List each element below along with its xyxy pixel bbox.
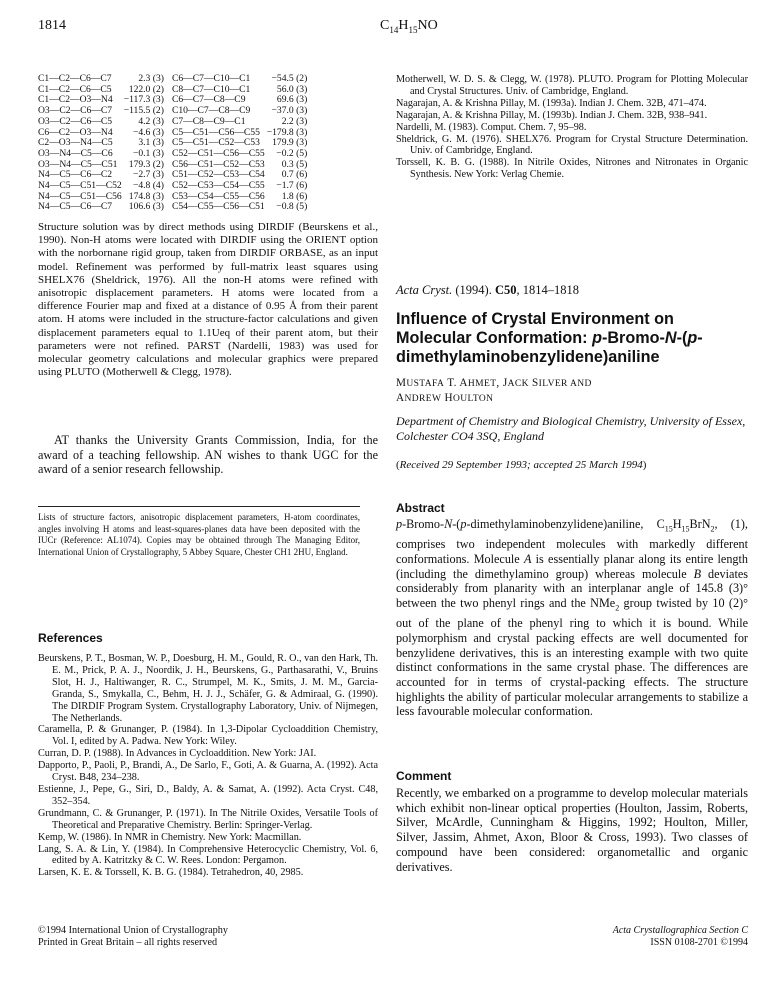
torsion-atoms: O3—N4—C5—C6	[38, 147, 113, 159]
torsion-value: 56.0 (3)	[276, 83, 308, 95]
printed-line: Printed in Great Britain – all rights reserved	[38, 937, 218, 948]
article-affiliation: Department of Chemistry and Biological Chemistry, University of Essex, Colchester CO4 3SQ, England	[396, 414, 746, 443]
torsion-atoms: N4—C5—C51—C52	[38, 180, 122, 192]
torsion-atoms: C54—C55—C56—C51	[171, 201, 265, 213]
reference-item: Nagarajan, A. & Krishna Pillay, M. (1993b). Indian J. Chem. 32B, 938–941.	[396, 109, 708, 121]
abstract-heading: Abstract	[396, 501, 445, 515]
torsion-value: 3.1 (3)	[138, 137, 164, 149]
torsion-atoms: O3—C2—C6—C5	[38, 115, 113, 127]
abstract-text: p-Bromo-N-(p-dimethylaminobenzylidene)aniline, $C_{15}H_{15}BrN_2$, (1), comprises two independent molecules with markedly different conformations. Molecule A is essentially planar along its entire length (including the dimethylamino group) whereas molecule B deviates considerably from planarity with an interplanar angle of 145.8 (3)° between the two phenyl rings and the NMe$_2$ group twisted by 10 (2)° out of the plane of the phenyl ring to which it is bound. While polymorphism and crystal packing effects are well documented for benzylidene derivatives, this is an interesting example with two quite distinct conformations in the same crystal phase. The differences are accounted for in terms of crystal-packing effects. The structure highlights the ability of particular molecular arrangements to stabilize a less favourable molecular conformation.	[396, 517, 748, 719]
torsion-atoms: C7—C8—C9—C1	[171, 115, 246, 127]
torsion-atoms: C6—C2—O3—N4	[38, 126, 113, 138]
reference-item: Dapporto, P., Paoli, P., Brandi, A., De Sarlo, F., Goti, A. & Guarna, A. (1992). Acta Cryst. B48, 234–238.	[38, 760, 378, 784]
reference-item: Sheldrick, G. M. (1976). SHELX76. Program for Crystal Structure Determination. Univ. of Cambridge, England.	[396, 133, 748, 157]
running-formula: $C_{14}H_{15}NO$	[380, 18, 438, 35]
torsion-value: 1.8 (6)	[281, 190, 308, 202]
article-authors: MUSTAFA T. AHMET, JACK SILVER AND ANDREW HOULTON	[396, 377, 592, 404]
torsion-angle-table	[38, 74, 378, 213]
references-heading: References	[38, 631, 103, 645]
torsion-value: −117.3 (3)	[123, 94, 164, 106]
reference-item: Kemp, W. (1986). In NMR in Chemistry. New York: Macmillan.	[38, 831, 302, 843]
torsion-value: 122.0 (2)	[128, 83, 164, 95]
reference-item: Grundmann, C. & Grunanger, P. (1971). In The Nitrile Oxides, Versatile Tools of Theoretical and Preparative Chemistry. Berlin: Springer-Verlag.	[38, 807, 378, 831]
torsion-value: 106.6 (3)	[128, 201, 164, 213]
torsion-value: −115.5 (2)	[123, 105, 164, 117]
torsion-value: −0.8 (5)	[276, 201, 308, 213]
torsion-value: 179.3 (2)	[128, 158, 164, 170]
acknowledgement: AT thanks the University Grants Commission, India, for the award of a teaching fellowship. AN wishes to thank UGC for the award of a senior research fellowship.	[38, 433, 378, 477]
journal-footer	[396, 925, 748, 949]
torsion-atoms: O3—N4—C5—C51	[38, 158, 118, 170]
journal-name: Acta Crystallographica Section C	[612, 925, 748, 936]
reference-item: Beurskens, P. T., Bosman, W. P., Doesburg, H. M., Gould, R. O., van den Hark, Th. E. M., Prick, P. A. J., Noordik, J. H., Beurskens, G., Parthasarathi, V., Bruins Slot, H. J., Haltiwanger, R. C., Strumpel, M. K., Smits, J. M. M., Garcia-Granda, S., Smykalla, C., Behm, H. J. J., Schäfer, G. & Admiraal, G. (1990). The DIRDIF Program System. Crystallography Laboratory, Univ. of Nijmegen, The Netherlands.	[38, 653, 378, 724]
torsion-value: −54.5 (2)	[271, 73, 308, 84]
torsion-atoms: N4—C5—C6—C7	[38, 201, 113, 213]
torsion-atoms: C6—C7—C10—C1	[171, 73, 251, 84]
copyright-block	[38, 925, 378, 949]
torsion-value: 4.2 (3)	[138, 115, 164, 127]
reference-list	[38, 653, 378, 879]
torsion-atoms: N4—C5—C51—C56	[38, 190, 122, 202]
article-title: Influence of Crystal Environment on Molecular Conformation: p-Bromo-N-(p-dimethylaminobenzylidene)aniline	[396, 310, 703, 366]
torsion-atoms: C6—C7—C8—C9	[171, 94, 246, 106]
torsion-value: −0.1 (3)	[132, 147, 164, 159]
deposition-note: Lists of structure factors, anisotropic displacement parameters, H-atom coordinates, angles involving H atoms and least-squares-planes data have been deposited with the IUCr (Reference: AL1074). Copies may be obtained through The Managing Editor, International Union of Crystallography, 5 Abbey Square, Chester CH1 2HU, England.	[38, 506, 360, 558]
torsion-value: −4.8 (4)	[132, 180, 164, 192]
torsion-atoms: C1—C2—C6—C7	[38, 73, 112, 84]
reference-item: Motherwell, W. D. S. & Clegg, W. (1978). PLUTO. Program for Plotting Molecular and Crystal Structures. Univ. of Cambridge, England.	[396, 74, 748, 97]
torsion-atoms: C52—C53—C54—C55	[171, 180, 265, 192]
reference-item: Lang, S. A. & Lin, Y. (1984). In Comprehensive Heterocyclic Chemistry, Vol. 6, edited by A. Katritzky & C. W. Rees. London: Pergamon.	[38, 843, 378, 867]
issn-line: ISSN 0108-2701 ©1994	[650, 937, 748, 948]
torsion-row	[38, 117, 307, 128]
torsion-value: −2.7 (3)	[132, 169, 164, 181]
torsion-atoms: O3—C2—C6—C7	[38, 105, 113, 117]
torsion-atoms: C56—C51—C52—C53	[171, 158, 265, 170]
torsion-atoms: C10—C7—C8—C9	[171, 105, 251, 117]
torsion-atoms: C51—C52—C53—C54	[171, 169, 265, 181]
torsion-atoms: N4—C5—C6—C2	[38, 169, 113, 181]
comment-heading: Comment	[396, 769, 452, 783]
reference-item: Curran, D. P. (1988). In Advances in Cycloaddition. New York: JAI.	[38, 748, 317, 760]
torsion-value: 0.3 (5)	[281, 158, 308, 170]
reference-item: Caramella, P. & Grunanger, P. (1984). In 1,3-Dipolar Cycloaddition Chemistry, Vol. I, edited by A. Padwa. New York: Wiley.	[38, 724, 378, 748]
torsion-value: 174.8 (3)	[128, 190, 164, 202]
torsion-atoms: C53—C54—C55—C56	[171, 190, 265, 202]
reference-item: Torssell, K. B. G. (1988). In Nitrile Oxides, Nitrones and Nitronates in Organic Synthesis. New York: Verlag Chemie.	[396, 157, 748, 181]
reference-item: Estienne, J., Pepe, G., Siri, D., Baldy, A. & Samat, A. (1992). Acta Cryst. C48, 352–354.	[38, 783, 378, 807]
torsion-value: 69.6 (3)	[276, 94, 308, 106]
torsion-value: 2.3 (3)	[138, 73, 164, 84]
torsion-atoms: C8—C7—C10—C1	[171, 83, 251, 95]
torsion-value: −37.0 (3)	[271, 105, 308, 117]
torsion-value: −179.8 (3)	[266, 126, 308, 138]
torsion-value: −1.7 (6)	[276, 180, 308, 192]
torsion-atoms: C5—C51—C52—C53	[171, 137, 260, 149]
reference-list-continued	[396, 74, 748, 181]
torsion-atoms: C2—O3—N4—C5	[38, 137, 113, 149]
torsion-atoms: C1—C2—C6—C5	[38, 83, 112, 95]
torsion-value: −4.6 (3)	[132, 126, 164, 138]
comment-text: Recently, we embarked on a programme to develop molecular materials which exhibit non-linear optical properties (Houlton, Jassim, Roberts, Silver, McArdle, Cunningham & Higgins, 1992; Houlton, Miller, Silver, Jassim, Ahmet, Axon, Bloor & Cross, 1993). Two classes of compound have been considered: organometallic and organic derivatives.	[396, 786, 748, 874]
torsion-value: 0.7 (6)	[281, 169, 308, 181]
torsion-value: 179.9 (3)	[272, 137, 308, 149]
page-number: 1814	[38, 18, 66, 33]
experimental-paragraph: Structure solution was by direct methods using DIRDIF (Beurskens et al., 1990). Non-H atoms were located with DIRDIF using the ORIENT option with the norbornane rigid group, taken from DIRDIF ORBASE, as an input model. Refinement was performed by full-matrix least squares using SHELX76 (Sheldrick, 1976). All the non-H atoms were refined with anisotropic displacement parameters. H atoms were located from a difference Fourier map and fixed at a distance of 0.95 Å from their parent atom. H atoms were included in the structure-factor calculations and given displacement parameters equal to 1.1Ueq of their parent atom, but their parameters were not refined. PARST (Nardelli, 1983) was used for molecular geometry calculations and molecular graphics were prepared using PLUTO (Motherwell & Clegg, 1978).	[38, 221, 378, 379]
torsion-value: 2.2 (3)	[281, 115, 308, 127]
reference-item: Larsen, K. E. & Torssell, K. B. G. (1984). Tetrahedron, 40, 2985.	[38, 867, 304, 879]
reference-item: Nardelli, M. (1983). Comput. Chem. 7, 95–98.	[396, 121, 587, 133]
torsion-row	[38, 202, 307, 213]
torsion-atoms: C52—C51—C56—C55	[171, 147, 265, 159]
torsion-value: −0.2 (5)	[276, 147, 308, 159]
copyright-line: ©1994 International Union of Crystallography	[38, 925, 228, 936]
article-citation: Acta Cryst. (1994). C50, 1814–1818	[396, 283, 579, 297]
torsion-atoms: C1—C2—O3—N4	[38, 94, 113, 106]
reference-item: Nagarajan, A. & Krishna Pillay, M. (1993a). Indian J. Chem. 32B, 471–474.	[396, 97, 707, 109]
torsion-atoms: C5—C51—C56—C55	[171, 126, 260, 138]
received-dates: (Received 29 September 1993; accepted 25 March 1994)	[396, 459, 647, 471]
